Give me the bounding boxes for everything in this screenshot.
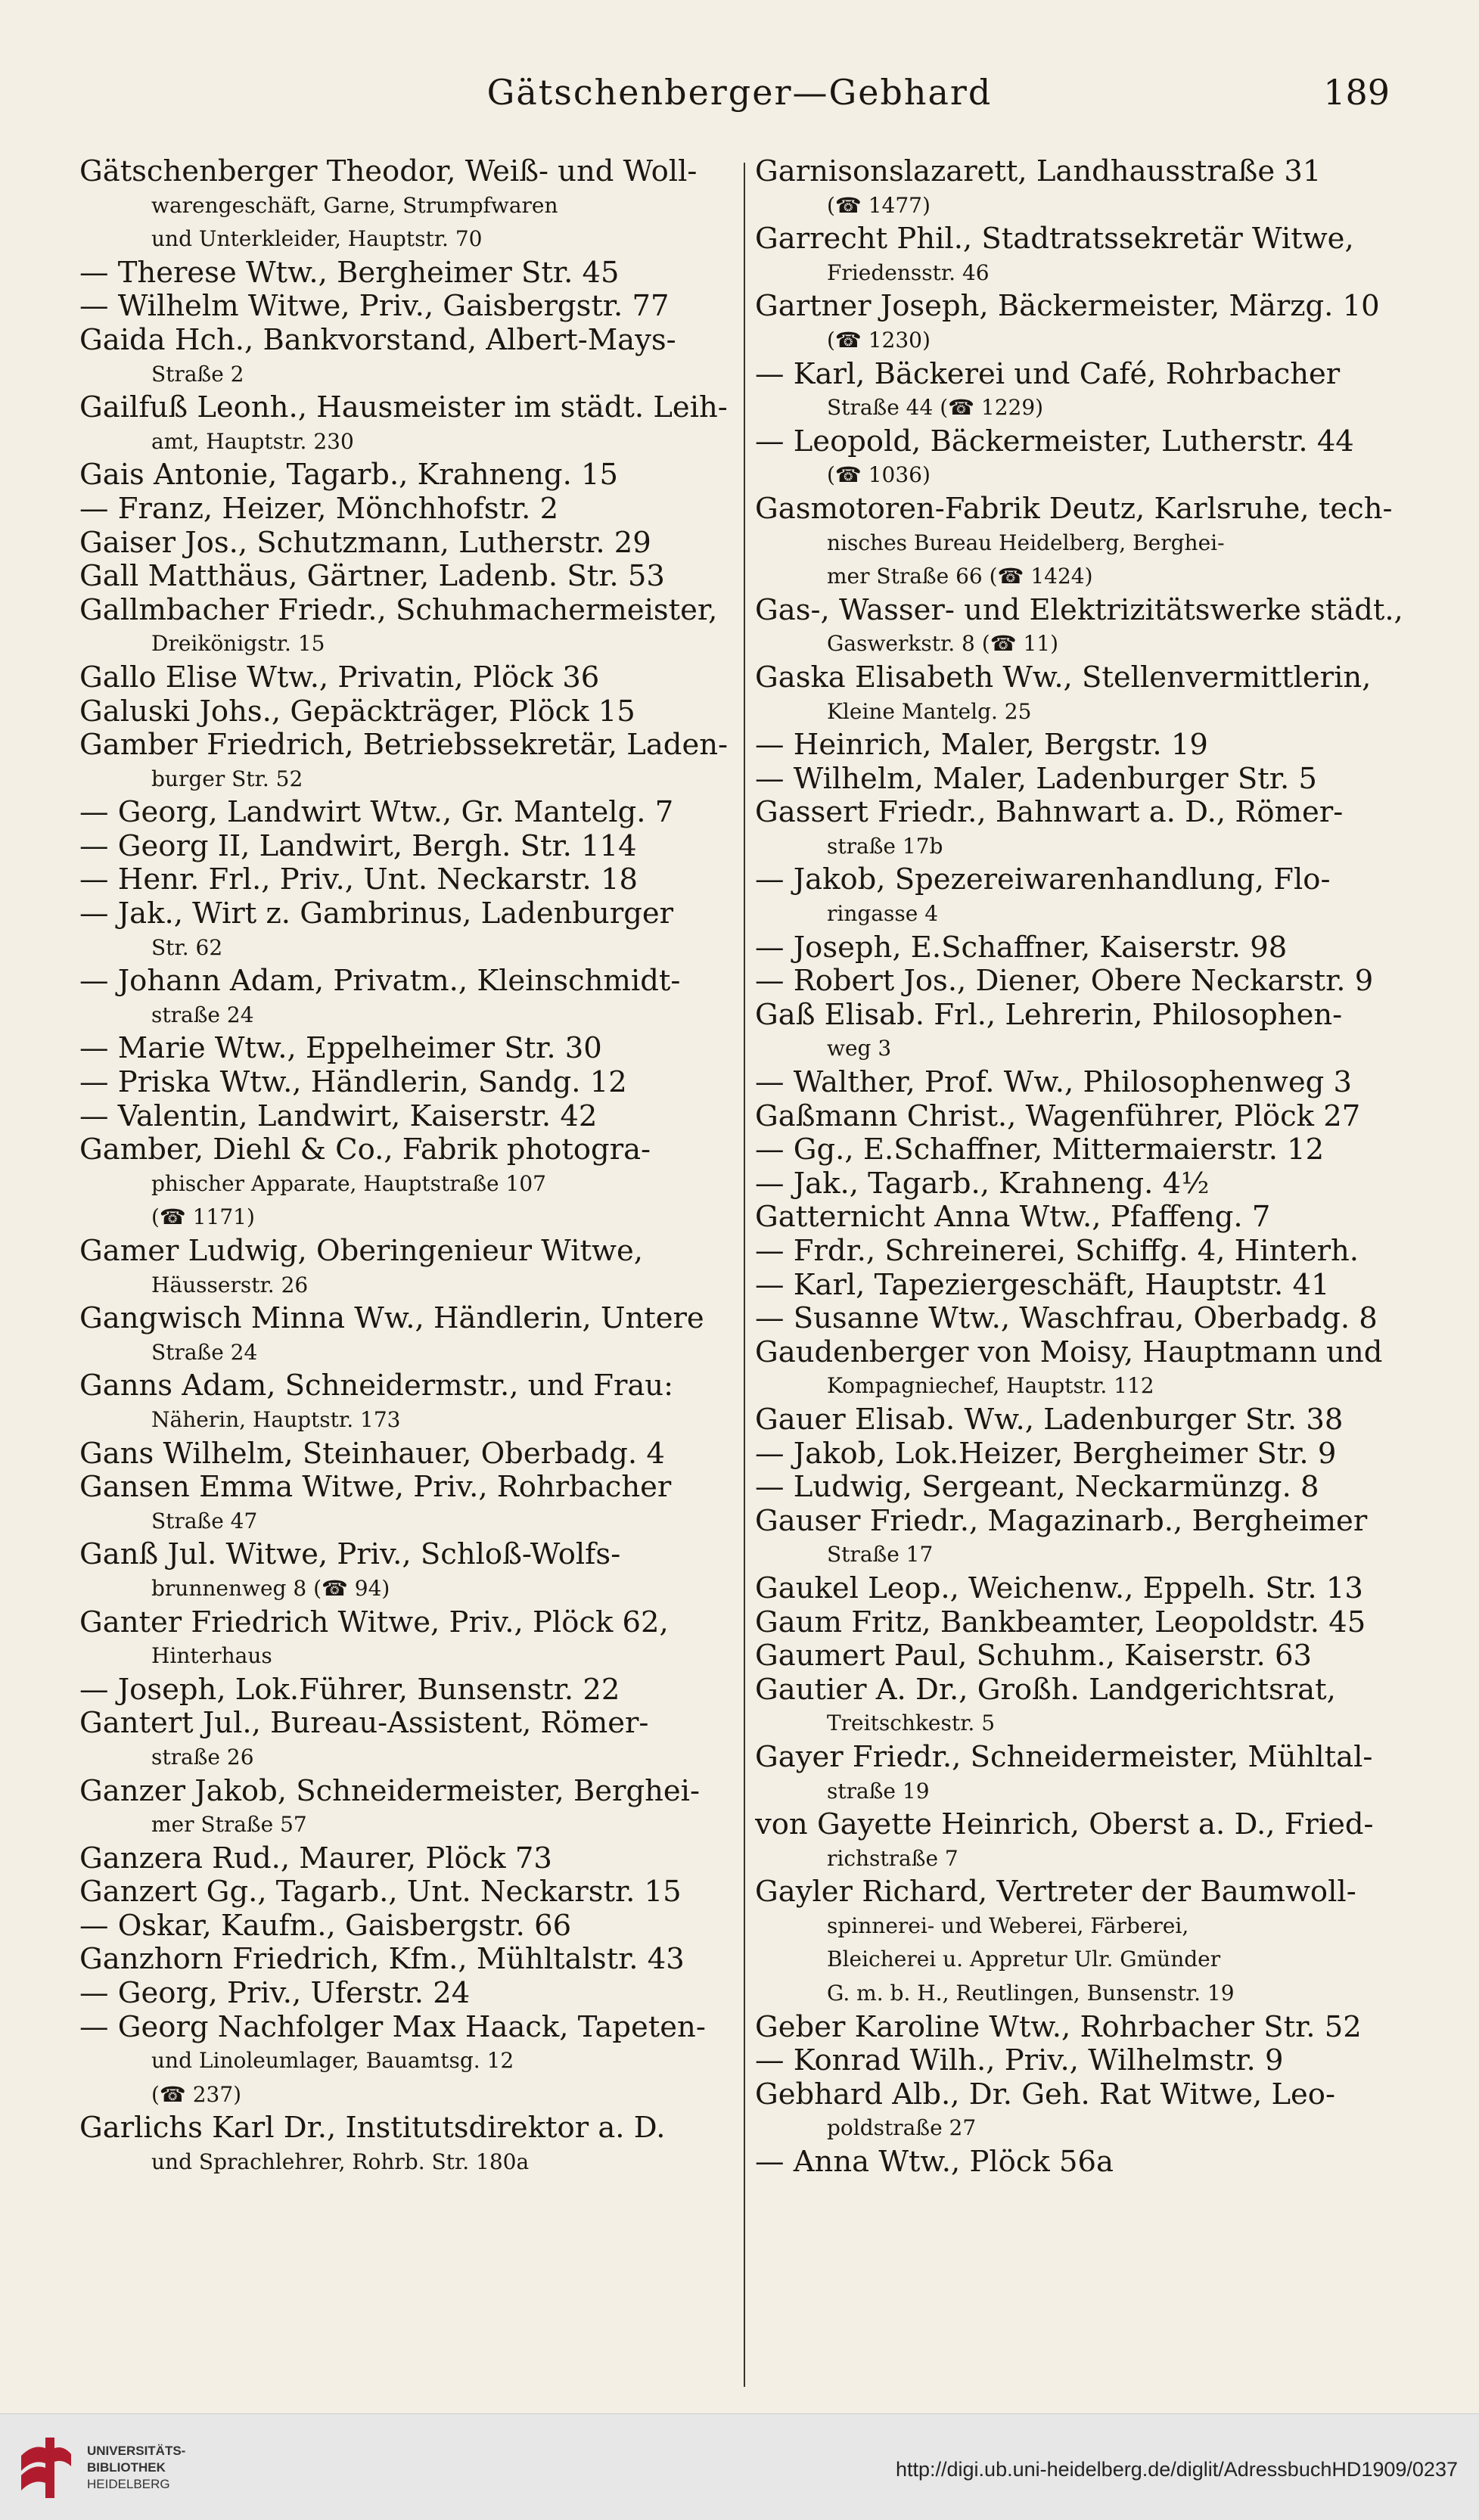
directory-entry	[79, 2011, 734, 2112]
entry-line: — Karl, Bäckerei und Café, Rohrbacher	[755, 356, 1341, 391]
directory-entry	[79, 1977, 734, 2011]
entry-line: Näherin, Hauptstr. 173	[151, 1406, 401, 1432]
entry-line: Gall Matthäus, Gärtner, Ladenb. Str. 53	[79, 559, 665, 594]
entry-line: Garnisonslazarett, Landhausstraße 31	[755, 155, 1322, 188]
entry-line: straße 24	[151, 1002, 254, 1027]
left-column	[79, 155, 734, 2394]
entry-line: Gayler Richard, Vertreter der Baumwoll-	[755, 1875, 1356, 1909]
library-logo-icon	[15, 2433, 76, 2503]
entry-line: phischer Apparate, Hauptstraße 107	[151, 1170, 546, 1196]
entry-line: mer Straße 57	[151, 1812, 307, 1838]
entry-line: Straße 24	[151, 1339, 258, 1365]
directory-entry	[79, 1369, 734, 1437]
entry-line: Gaswerkstr. 8 (☎ 11)	[827, 631, 1059, 657]
entry-line: Gamer Ludwig, Oberingenieur Witwe,	[79, 1234, 643, 1268]
directory-entry	[79, 965, 734, 1032]
directory-entry	[755, 1403, 1413, 1437]
entry-line: brunnenweg 8 (☎ 94)	[151, 1575, 390, 1601]
entry-line: (☎ 1036)	[827, 462, 931, 488]
directory-entry	[755, 965, 1413, 999]
directory-entry	[79, 1302, 734, 1369]
library-name	[87, 2443, 185, 2493]
entry-line: Treitschkestr. 5	[827, 1711, 996, 1736]
entry-line: — Georg II, Landwirt, Bergh. Str. 114	[79, 828, 637, 863]
directory-entry	[755, 796, 1413, 863]
directory-entry	[79, 493, 734, 527]
entry-line: Garrecht Phil., Stadtratssekretär Witwe,	[755, 222, 1354, 256]
directory-entry	[755, 358, 1413, 425]
entry-line: Gartner Joseph, Bäckermeister, Märzg. 10	[755, 289, 1380, 324]
directory-entry	[79, 695, 734, 729]
entry-line: — Leopold, Bäckermeister, Lutherstr. 44	[755, 424, 1354, 458]
entry-line: Dreikönigstr. 15	[151, 631, 325, 657]
entry-line: — Marie Wtw., Eppelheimer Str. 30	[79, 1031, 602, 1066]
entry-line: — Jak., Tagarb., Krahneng. 4½	[755, 1166, 1210, 1201]
directory-entry	[79, 458, 734, 493]
entry-line: Ganß Jul. Witwe, Priv., Schloß-Wolfs-	[79, 1537, 621, 1572]
directory-entry	[79, 1606, 734, 1673]
entry-line: Galuski Johs., Gepäckträger, Plöck 15	[79, 694, 635, 729]
entry-line: amt, Hauptstr. 230	[151, 428, 354, 454]
entry-line: von Gayette Heinrich, Oberst a. D., Fried-	[755, 1807, 1374, 1842]
directory-entry	[79, 1133, 734, 1235]
entry-line: Gaiser Jos., Schutzmann, Lutherstr. 29	[79, 525, 651, 560]
entry-line: Gas-, Wasser- und Elektrizitätswerke städt.,	[755, 592, 1403, 627]
entry-line: Gallo Elise Wtw., Privatin, Plöck 36	[79, 660, 600, 694]
entry-line: Gaum Fritz, Bankbeamter, Leopoldstr. 45	[755, 1605, 1366, 1639]
entry-line: Gaska Elisabeth Ww., Stellenvermittlerin,	[755, 660, 1372, 694]
entry-line: Garlichs Karl Dr., Institutsdirektor a. D.	[79, 2111, 666, 2146]
entry-line: Ganns Adam, Schneidermstr., und Frau:	[79, 1369, 674, 1403]
entry-line: — Henr. Frl., Priv., Unt. Neckarstr. 18	[79, 862, 638, 897]
directory-entry	[755, 2146, 1413, 2180]
directory-entry	[755, 1741, 1413, 1808]
entry-line: — Robert Jos., Diener, Obere Neckarstr. 9	[755, 964, 1374, 999]
entry-line: — Ludwig, Sergeant, Neckarmünzg. 8	[755, 1470, 1319, 1505]
right-column	[755, 155, 1413, 2394]
entry-line: (☎ 1230)	[827, 327, 931, 353]
entry-line: — Georg Nachfolger Max Haack, Tapeten-	[79, 2009, 706, 2044]
page-number: 189	[1323, 72, 1390, 113]
directory-entry	[79, 1909, 734, 1944]
directory-entry	[755, 1437, 1413, 1471]
entry-line: — Joseph, E.Schaffner, Kaiserstr. 98	[755, 930, 1288, 965]
entry-line: — Heinrich, Maler, Bergstr. 19	[755, 728, 1208, 763]
entry-line: (☎ 1477)	[827, 192, 931, 218]
directory-entry	[79, 1100, 734, 1134]
directory-entry	[79, 830, 734, 864]
entry-line: Gaida Hch., Bankvorstand, Albert-Mays-	[79, 322, 676, 357]
directory-entry	[755, 2044, 1413, 2078]
entry-line: Geber Karoline Wtw., Rohrbacher Str. 52	[755, 2009, 1362, 2044]
directory-entry	[79, 1842, 734, 1876]
directory-entry	[755, 425, 1413, 493]
directory-entry	[79, 897, 734, 965]
entry-line: Straße 44 (☎ 1229)	[827, 395, 1044, 421]
library-name-line: HEIDELBERG	[87, 2477, 170, 2491]
entry-line: (☎ 237)	[151, 2081, 242, 2107]
entry-line: — Johann Adam, Privatm., Kleinschmidt-	[79, 964, 681, 999]
entry-line: — Karl, Tapeziergeschäft, Hauptstr. 41	[755, 1267, 1330, 1302]
viewer-footer	[0, 2413, 1479, 2520]
entry-line: straße 26	[151, 1744, 254, 1770]
entry-line: Gaßmann Christ., Wagenführer, Plöck 27	[755, 1098, 1361, 1133]
directory-entry	[79, 1875, 734, 1909]
entry-line: Str. 62	[151, 934, 223, 960]
entry-line: — Frdr., Schreinerei, Schiffg. 4, Hinterh.	[755, 1234, 1359, 1268]
directory-entry	[79, 1471, 734, 1538]
directory-entry	[755, 931, 1413, 965]
entry-line: straße 19	[827, 1778, 930, 1804]
directory-entry	[79, 2111, 734, 2179]
directory-entry	[755, 763, 1413, 797]
entry-line: spinnerei- und Weberei, Färberei,	[827, 1913, 1189, 1938]
directory-entry	[755, 1235, 1413, 1269]
entry-line: mer Straße 66 (☎ 1424)	[827, 564, 1093, 589]
directory-entry	[755, 1505, 1413, 1572]
directory-entry	[755, 1808, 1413, 1875]
column-divider	[744, 163, 745, 2387]
directory-entry	[79, 256, 734, 291]
entry-line: Gamber Friedrich, Betriebssekretär, Laden-	[79, 728, 729, 763]
entry-line: Ganzert Gg., Tagarb., Unt. Neckarstr. 15	[79, 1875, 682, 1909]
directory-entry	[755, 1167, 1413, 1201]
page-header	[0, 72, 1479, 117]
entry-line: — Anna Wtw., Plöck 56a	[755, 2145, 1114, 2180]
directory-entry	[755, 1471, 1413, 1505]
entry-line: Gans Wilhelm, Steinhauer, Oberbadg. 4	[79, 1436, 665, 1471]
entry-line: — Susanne Wtw., Waschfrau, Oberbadg. 8	[755, 1301, 1378, 1336]
directory-entry	[79, 391, 734, 458]
entry-line: Gaß Elisab. Frl., Lehrerin, Philosophen-	[755, 997, 1343, 1032]
directory-entry	[755, 1639, 1413, 1673]
entry-line: — Georg, Priv., Uferstr. 24	[79, 1976, 471, 2011]
entry-line: und Unterkleider, Hauptstr. 70	[151, 226, 483, 252]
directory-entry	[79, 1673, 734, 1707]
directory-entry	[79, 155, 734, 256]
directory-entry	[755, 1572, 1413, 1606]
directory-entry	[79, 560, 734, 594]
entry-line: Ganzer Jakob, Schneidermeister, Berghei-	[79, 1773, 700, 1808]
directory-entry	[79, 863, 734, 897]
entry-line: Gasmotoren-Fabrik Deutz, Karlsruhe, tech-	[755, 491, 1393, 526]
source-url-link[interactable]: http://digi.ub.uni-heidelberg.de/diglit/AdressbuchHD1909/0237	[895, 2458, 1458, 2481]
entry-line: (☎ 1171)	[151, 1204, 255, 1230]
entry-line: Hinterhaus	[151, 1643, 272, 1669]
entry-line: — Therese Wtw., Bergheimer Str. 45	[79, 255, 620, 290]
entry-line: Straße 47	[151, 1508, 258, 1533]
directory-entry	[79, 1032, 734, 1066]
directory-entry	[79, 1707, 734, 1774]
entry-line: G. m. b. H., Reutlingen, Bunsenstr. 19	[827, 1981, 1235, 2006]
entry-line: richstraße 7	[827, 1845, 959, 1871]
entry-line: Gallmbacher Friedr., Schuhmachermeister,	[79, 592, 718, 627]
entry-line: und Sprachlehrer, Rohrb. Str. 180a	[151, 2149, 530, 2175]
entry-line: — Konrad Wilh., Priv., Wilhelmstr. 9	[755, 2043, 1284, 2078]
directory-entry	[755, 155, 1413, 222]
entry-line: Kleine Mantelg. 25	[827, 698, 1032, 724]
directory-entry	[79, 1235, 734, 1302]
entry-line: Gansen Emma Witwe, Priv., Rohrbacher	[79, 1470, 672, 1505]
directory-entry	[755, 290, 1413, 357]
directory-entry	[755, 594, 1413, 661]
entry-line: Gaumert Paul, Schuhm., Kaiserstr. 63	[755, 1639, 1313, 1673]
directory-entry	[755, 1875, 1413, 2010]
directory-entry	[79, 1066, 734, 1100]
directory-entry	[755, 1673, 1413, 1741]
entry-line: und Linoleumlager, Bauamtsg. 12	[151, 2048, 514, 2074]
entry-line: — Walther, Prof. Ww., Philosophenweg 3	[755, 1065, 1353, 1100]
entry-line: Gangwisch Minna Ww., Händlerin, Untere	[79, 1301, 704, 1336]
entry-line: poldstraße 27	[827, 2115, 977, 2141]
library-name-line: BIBLIOTHEK	[87, 2460, 166, 2475]
entry-line: — Joseph, Lok.Führer, Bunsenstr. 22	[79, 1672, 620, 1707]
entry-line: — Gg., E.Schaffner, Mittermaierstr. 12	[755, 1133, 1325, 1167]
entry-line: — Priska Wtw., Händlerin, Sandg. 12	[79, 1065, 627, 1100]
directory-entry	[79, 661, 734, 695]
entry-line: — Jak., Wirt z. Gambrinus, Ladenburger	[79, 896, 674, 931]
directory-entry	[79, 729, 734, 796]
entry-line: Gamber, Diehl & Co., Fabrik photogra-	[79, 1133, 651, 1167]
directory-entry	[755, 1336, 1413, 1403]
directory-entry	[79, 1437, 734, 1471]
entry-line: Gaudenberger von Moisy, Hauptmann und	[755, 1335, 1383, 1369]
entry-line: weg 3	[827, 1036, 892, 1061]
directory-entry	[755, 999, 1413, 1066]
entry-line: — Wilhelm, Maler, Ladenburger Str. 5	[755, 761, 1317, 796]
directory-entry	[755, 1302, 1413, 1336]
entry-line: — Oskar, Kaufm., Gaisbergstr. 66	[79, 1908, 572, 1943]
directory-entry	[755, 2011, 1413, 2045]
entry-line: Gauser Friedr., Magazinarb., Bergheimer	[755, 1503, 1368, 1538]
entry-line: Ganzera Rud., Maurer, Plöck 73	[79, 1841, 552, 1875]
directory-entry	[755, 863, 1413, 931]
directory-entry	[755, 729, 1413, 763]
entry-line: Kompagniechef, Hauptstr. 112	[827, 1373, 1154, 1399]
directory-entry	[79, 290, 734, 324]
entry-line: Häusserstr. 26	[151, 1272, 309, 1297]
directory-entry	[755, 1133, 1413, 1167]
entry-line: ringasse 4	[827, 901, 939, 927]
entry-line: Gebhard Alb., Dr. Geh. Rat Witwe, Leo-	[755, 2077, 1335, 2111]
entry-line: Straße 17	[827, 1542, 934, 1568]
directory-entry	[79, 1943, 734, 1977]
entry-line: — Georg, Landwirt Wtw., Gr. Mantelg. 7	[79, 795, 674, 830]
directory-entry	[755, 1201, 1413, 1235]
directory-entry	[755, 1269, 1413, 1303]
entry-line: Gautier A. Dr., Großh. Landgerichtsrat,	[755, 1672, 1336, 1707]
directory-entry	[79, 796, 734, 830]
directory-entry	[79, 594, 734, 661]
entry-line: Bleicherei u. Appretur Ulr. Gmünder	[827, 1947, 1221, 1972]
directory-entry	[755, 493, 1413, 594]
entry-line: — Jakob, Lok.Heizer, Bergheimer Str. 9	[755, 1436, 1337, 1471]
directory-entry	[755, 2078, 1413, 2146]
entry-line: warengeschäft, Garne, Strumpfwaren	[151, 192, 558, 218]
directory-entry	[755, 661, 1413, 729]
entry-line: Gassert Friedr., Bahnwart a. D., Römer-	[755, 795, 1344, 830]
directory-entry	[79, 1775, 734, 1842]
library-name-line: UNIVERSITÄTS-	[87, 2444, 186, 2458]
entry-line: Gätschenberger Theodor, Weiß- und Woll-	[79, 155, 698, 188]
entry-line: Ganter Friedrich Witwe, Priv., Plöck 62,	[79, 1605, 669, 1639]
entry-line: — Jakob, Spezereiwarenhandlung, Flo-	[755, 862, 1331, 897]
entry-line: Gantert Jul., Bureau-Assistent, Römer-	[79, 1706, 649, 1741]
entry-line: Gatternicht Anna Wtw., Pfaffeng. 7	[755, 1200, 1271, 1235]
entry-line: Gauer Elisab. Ww., Ladenburger Str. 38	[755, 1402, 1344, 1437]
entry-line: Gailfuß Leonh., Hausmeister im städt. Leih-	[79, 390, 728, 425]
entry-line: — Valentin, Landwirt, Kaiserstr. 42	[79, 1098, 598, 1133]
directory-entry	[79, 324, 734, 391]
directory-entry	[755, 1100, 1413, 1134]
entry-line: Friedensstr. 46	[827, 259, 990, 285]
entry-line: — Franz, Heizer, Mönchhofstr. 2	[79, 491, 559, 526]
entry-line: Gayer Friedr., Schneidermeister, Mühltal-	[755, 1739, 1373, 1774]
running-head: Gätschenberger—Gebhard	[486, 72, 993, 113]
entry-line: Straße 2	[151, 361, 244, 387]
entry-line: Ganzhorn Friedrich, Kfm., Mühltalstr. 43	[79, 1942, 685, 1977]
directory-entry	[79, 1538, 734, 1605]
entry-line: nisches Bureau Heidelberg, Berghei-	[827, 530, 1225, 555]
directory-entry	[79, 527, 734, 561]
directory-entry	[755, 1066, 1413, 1100]
entry-line: Gais Antonie, Tagarb., Krahneng. 15	[79, 458, 619, 493]
entry-line: Gaukel Leop., Weichenw., Eppelh. Str. 13	[755, 1571, 1363, 1605]
entry-line: straße 17b	[827, 833, 943, 859]
directory-entry	[755, 1606, 1413, 1640]
entry-line: — Wilhelm Witwe, Priv., Gaisbergstr. 77	[79, 289, 670, 324]
directory-entry	[755, 222, 1413, 290]
entry-line: burger Str. 52	[151, 766, 303, 791]
